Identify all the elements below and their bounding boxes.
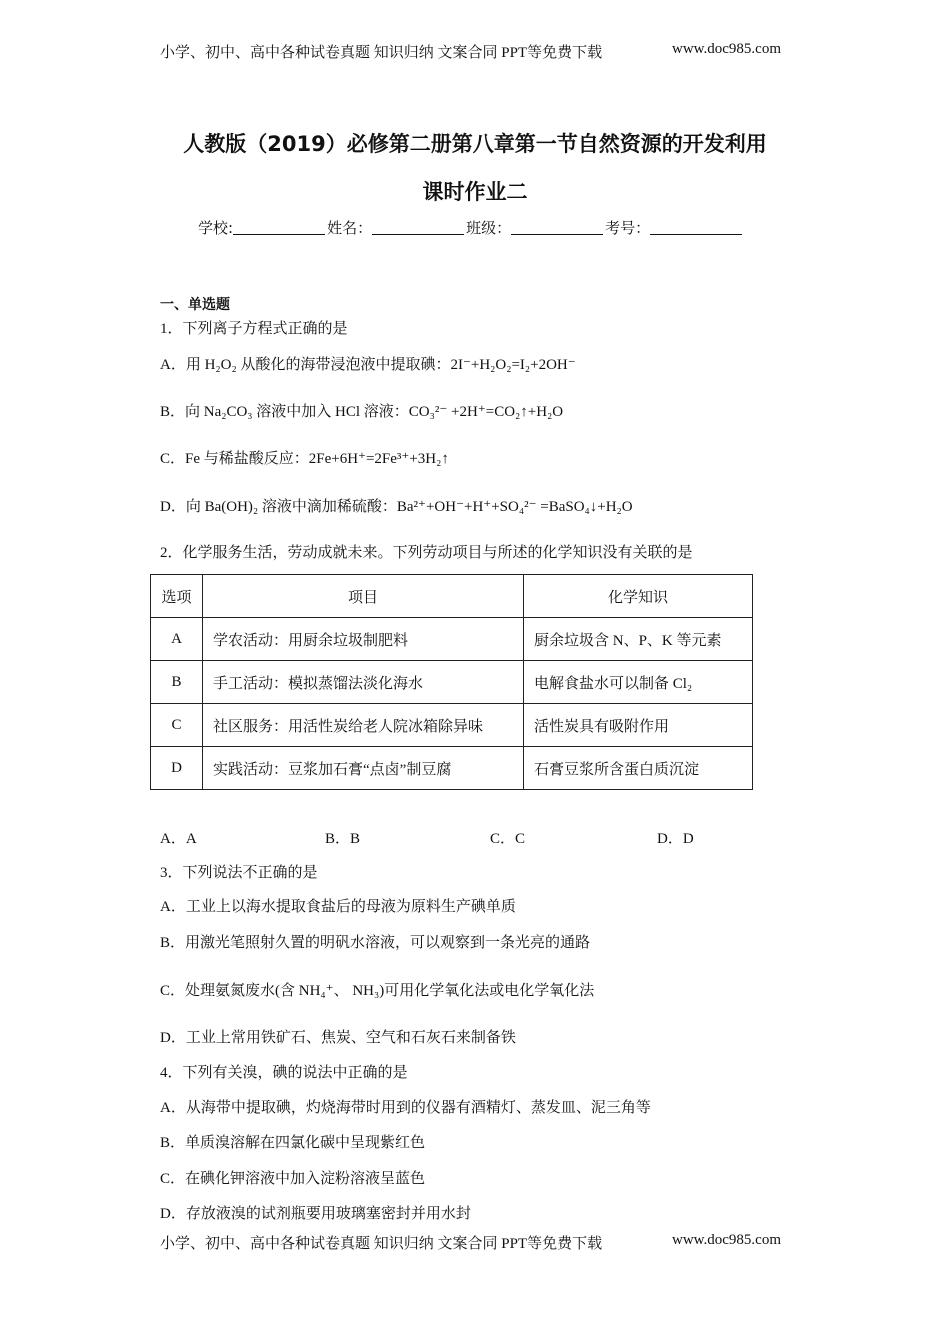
table-cell: 活性炭具有吸附作用 — [524, 704, 753, 747]
table-cell: 手工活动：模拟蒸馏法淡化海水 — [203, 661, 524, 704]
class-field[interactable] — [511, 220, 603, 235]
page-subtitle: 课时作业二 — [422, 180, 528, 204]
question-1-stem: 1．下列离子方程式正确的是 — [160, 321, 348, 337]
section-heading: 一、单选题 — [160, 297, 230, 313]
student-info — [198, 217, 744, 238]
table-cell: 实践活动：豆浆加石膏“点卤”制豆腐 — [203, 747, 524, 790]
table-cell: 电解食盐水可以制备 Cl₂ — [524, 661, 753, 704]
question-2-option-c: C．C — [490, 831, 526, 847]
page-header — [160, 41, 782, 62]
question-3-stem: 3．下列说法不正确的是 — [160, 865, 318, 881]
page-footer — [160, 1232, 782, 1253]
table-cell: A — [151, 618, 203, 661]
footer-text: 小学、初中、高中各种试卷真题 知识归纳 文案合同 PPT等免费下载 — [160, 1236, 603, 1252]
question-2-stem: 2．化学服务生活，劳动成就未来。下列劳动项目与所述的化学知识没有关联的是 — [160, 545, 693, 561]
table-cell: 学农活动：用厨余垃圾制肥料 — [203, 618, 524, 661]
question-1-option-d: D．向 Ba(OH)₂ 溶液中滴加稀硫酸：Ba²⁺+OH⁻+H⁺+SO₄²⁻ =BaSO₄↓+H₂O — [160, 499, 633, 515]
question-1-option-c: C．Fe 与稀盐酸反应：2Fe+6H⁺=2Fe³⁺+3H₂↑ — [160, 451, 449, 467]
question-2-option-d: D．D — [657, 831, 694, 847]
question-2-option-a: A．A — [160, 831, 197, 847]
class-label: 班级： — [466, 219, 512, 237]
question-4-option-b: B．单质溴溶解在四氯化碳中呈现紫红色 — [160, 1135, 426, 1151]
table-header-row — [151, 575, 753, 618]
table-row — [151, 618, 753, 661]
question-3-option-a: A．工业上以海水提取食盐后的母液为原料生产碘单质 — [160, 899, 516, 915]
table-cell: 厨余垃圾含 N、P、K 等元素 — [524, 618, 753, 661]
question-3-option-b: B．用激光笔照射久置的明矾水溶液，可以观察到一条光亮的通路 — [160, 935, 591, 951]
table-row — [151, 661, 753, 704]
question-3-option-c: C．处理氨氮废水(含 NH₄⁺、 NH₃)可用化学氧化法或电化学氧化法 — [160, 983, 595, 999]
table-cell: 石膏豆浆所含蛋白质沉淀 — [524, 747, 753, 790]
table-cell: B — [151, 661, 203, 704]
question-4-option-d: D．存放液溴的试剂瓶要用玻璃塞密封并用水封 — [160, 1206, 471, 1222]
table-cell: C — [151, 704, 203, 747]
question-3-option-d: D．工业上常用铁矿石、焦炭、空气和石灰石来制备铁 — [160, 1030, 516, 1046]
question-2-option-b: B．B — [325, 831, 361, 847]
school-label: 学校: — [198, 219, 234, 237]
table-cell: D — [151, 747, 203, 790]
question-1-option-a: A．用 H₂O₂ 从酸化的海带浸泡液中提取碘：2I⁻+H₂O₂=I₂+2OH⁻ — [160, 357, 576, 373]
table-cell: 社区服务：用活性炭给老人院冰箱除异味 — [203, 704, 524, 747]
number-label: 考号： — [605, 219, 651, 237]
table-header: 化学知识 — [524, 575, 753, 618]
header-site: www.doc985.com — [672, 41, 782, 57]
number-field[interactable] — [650, 220, 742, 235]
table-row — [151, 704, 753, 747]
question-4-option-a: A．从海带中提取碘，灼烧海带时用到的仪器有酒精灯、蒸发皿、泥三角等 — [160, 1100, 651, 1116]
footer-site: www.doc985.com — [672, 1232, 782, 1248]
table-row — [151, 747, 753, 790]
school-field[interactable] — [233, 220, 325, 235]
question-4-option-c: C．在碘化钾溶液中加入淀粉溶液呈蓝色 — [160, 1171, 426, 1187]
table-header: 选项 — [151, 575, 203, 618]
name-field[interactable] — [372, 220, 464, 235]
question-2-table — [150, 574, 753, 790]
header-text: 小学、初中、高中各种试卷真题 知识归纳 文案合同 PPT等免费下载 — [160, 45, 603, 61]
table-header: 项目 — [203, 575, 524, 618]
question-1-option-b: B．向 Na₂CO₃ 溶液中加入 HCl 溶液：CO₃²⁻ +2H⁺=CO₂↑+H₂O — [160, 404, 564, 420]
question-4-stem: 4．下列有关溴，碘的说法中正确的是 — [160, 1065, 408, 1081]
name-label: 姓名： — [327, 219, 373, 237]
page-title: 人教版（2019）必修第二册第八章第一节自然资源的开发利用 — [183, 132, 767, 156]
